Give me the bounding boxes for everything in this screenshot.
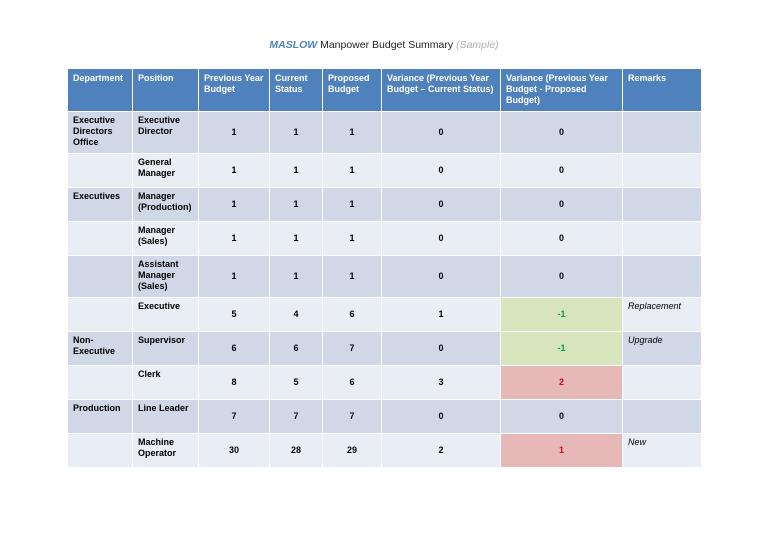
table-row bbox=[68, 222, 702, 256]
department-cell bbox=[68, 222, 133, 256]
proposed-budget-cell: 1 bbox=[323, 154, 382, 188]
remarks-cell bbox=[623, 256, 702, 298]
current-status-cell: 1 bbox=[270, 256, 323, 298]
proposed-budget-cell: 7 bbox=[323, 400, 382, 434]
position-cell: Supervisor bbox=[133, 332, 199, 366]
current-status-cell: 1 bbox=[270, 154, 323, 188]
column-header-variance-proposed: Variance (Previous Year Budget - Proposed Budget) bbox=[501, 69, 623, 112]
header-row bbox=[68, 69, 702, 112]
table-row bbox=[68, 298, 702, 332]
variance-proposed-cell: -1 bbox=[501, 332, 623, 366]
variance-current-cell: 2 bbox=[382, 434, 501, 468]
remarks-cell: Upgrade bbox=[623, 332, 702, 366]
table-row bbox=[68, 400, 702, 434]
department-cell bbox=[68, 366, 133, 400]
department-cell bbox=[68, 256, 133, 298]
department-cell bbox=[68, 298, 133, 332]
table-row bbox=[68, 332, 702, 366]
position-cell: Manager (Production) bbox=[133, 188, 199, 222]
title-sample: (Sample) bbox=[456, 39, 499, 51]
variance-current-cell: 0 bbox=[382, 112, 501, 154]
proposed-budget-cell: 6 bbox=[323, 366, 382, 400]
title-main: Manpower Budget Summary bbox=[320, 39, 454, 51]
current-status-cell: 1 bbox=[270, 112, 323, 154]
proposed-budget-cell: 1 bbox=[323, 188, 382, 222]
current-status-cell: 6 bbox=[270, 332, 323, 366]
variance-proposed-cell: 0 bbox=[501, 112, 623, 154]
variance-current-cell: 3 bbox=[382, 366, 501, 400]
department-cell: Non-Executive bbox=[68, 332, 133, 366]
table-row bbox=[68, 434, 702, 468]
proposed-budget-cell: 1 bbox=[323, 222, 382, 256]
table-row bbox=[68, 112, 702, 154]
variance-proposed-cell: 0 bbox=[501, 222, 623, 256]
variance-proposed-cell: 0 bbox=[501, 154, 623, 188]
variance-proposed-cell: 1 bbox=[501, 434, 623, 468]
position-cell: General Manager bbox=[133, 154, 199, 188]
remarks-cell bbox=[623, 154, 702, 188]
position-cell: Assistant Manager (Sales) bbox=[133, 256, 199, 298]
column-header-proposed-budget: Proposed Budget bbox=[323, 69, 382, 112]
position-cell: Manager (Sales) bbox=[133, 222, 199, 256]
column-header-remarks: Remarks bbox=[623, 69, 702, 112]
current-status-cell: 4 bbox=[270, 298, 323, 332]
variance-proposed-cell: 0 bbox=[501, 256, 623, 298]
department-cell: Executives bbox=[68, 188, 133, 222]
previous-year-cell: 8 bbox=[199, 366, 270, 400]
remarks-cell bbox=[623, 222, 702, 256]
department-cell: Production bbox=[68, 400, 133, 434]
proposed-budget-cell: 1 bbox=[323, 256, 382, 298]
column-header-department: Department bbox=[68, 69, 133, 112]
proposed-budget-cell: 7 bbox=[323, 332, 382, 366]
title-brand: MASLOW bbox=[269, 39, 318, 51]
remarks-cell bbox=[623, 188, 702, 222]
previous-year-cell: 6 bbox=[199, 332, 270, 366]
previous-year-cell: 5 bbox=[199, 298, 270, 332]
variance-proposed-cell: 0 bbox=[501, 400, 623, 434]
proposed-budget-cell: 29 bbox=[323, 434, 382, 468]
variance-proposed-cell: 2 bbox=[501, 366, 623, 400]
current-status-cell: 28 bbox=[270, 434, 323, 468]
previous-year-cell: 1 bbox=[199, 222, 270, 256]
remarks-cell: Replacement bbox=[623, 298, 702, 332]
current-status-cell: 1 bbox=[270, 188, 323, 222]
previous-year-cell: 30 bbox=[199, 434, 270, 468]
remarks-cell: New bbox=[623, 434, 702, 468]
previous-year-cell: 1 bbox=[199, 256, 270, 298]
proposed-budget-cell: 6 bbox=[323, 298, 382, 332]
department-cell: Executive Directors Office bbox=[68, 112, 133, 154]
variance-proposed-cell: -1 bbox=[501, 298, 623, 332]
position-cell: Executive Director bbox=[133, 112, 199, 154]
position-cell: Executive bbox=[133, 298, 199, 332]
position-cell: Clerk bbox=[133, 366, 199, 400]
remarks-cell bbox=[623, 400, 702, 434]
page-title bbox=[0, 39, 768, 51]
current-status-cell: 5 bbox=[270, 366, 323, 400]
variance-current-cell: 0 bbox=[382, 400, 501, 434]
table-row bbox=[68, 154, 702, 188]
previous-year-cell: 1 bbox=[199, 188, 270, 222]
column-header-previous-year-budget: Previous Year Budget bbox=[199, 69, 270, 112]
variance-proposed-cell: 0 bbox=[501, 188, 623, 222]
variance-current-cell: 0 bbox=[382, 222, 501, 256]
department-cell bbox=[68, 434, 133, 468]
column-header-current-status: Current Status bbox=[270, 69, 323, 112]
previous-year-cell: 7 bbox=[199, 400, 270, 434]
position-cell: Line Leader bbox=[133, 400, 199, 434]
proposed-budget-cell: 1 bbox=[323, 112, 382, 154]
variance-current-cell: 0 bbox=[382, 332, 501, 366]
table-row bbox=[68, 188, 702, 222]
variance-current-cell: 1 bbox=[382, 298, 501, 332]
remarks-cell bbox=[623, 112, 702, 154]
variance-current-cell: 0 bbox=[382, 188, 501, 222]
budget-table bbox=[67, 68, 702, 468]
variance-current-cell: 0 bbox=[382, 256, 501, 298]
current-status-cell: 7 bbox=[270, 400, 323, 434]
remarks-cell bbox=[623, 366, 702, 400]
department-cell bbox=[68, 154, 133, 188]
table-row bbox=[68, 256, 702, 298]
current-status-cell: 1 bbox=[270, 222, 323, 256]
variance-current-cell: 0 bbox=[382, 154, 501, 188]
previous-year-cell: 1 bbox=[199, 112, 270, 154]
table-row bbox=[68, 366, 702, 400]
position-cell: Machine Operator bbox=[133, 434, 199, 468]
column-header-variance-current: Variance (Previous Year Budget – Current Status) bbox=[382, 69, 501, 112]
column-header-position: Position bbox=[133, 69, 199, 112]
previous-year-cell: 1 bbox=[199, 154, 270, 188]
